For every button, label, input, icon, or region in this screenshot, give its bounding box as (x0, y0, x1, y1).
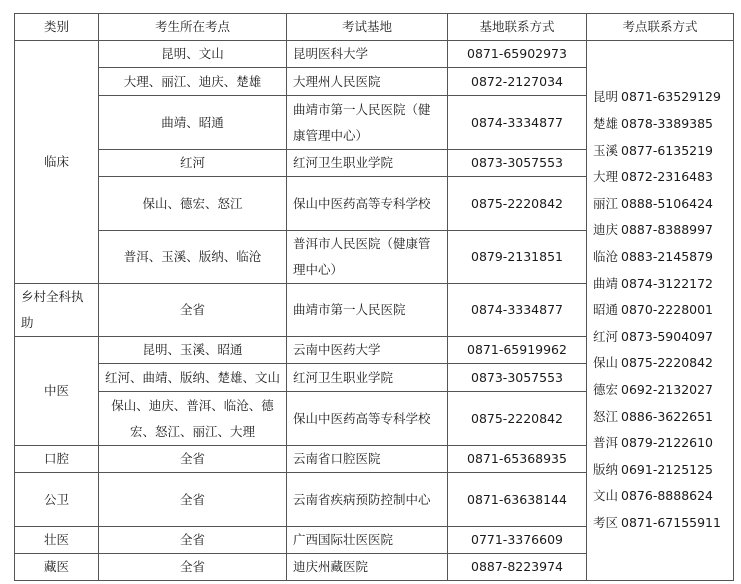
base-cell: 曲靖市第一人民医院（健康管理中心） (287, 96, 448, 150)
base-phone-cell: 0873-3057553 (448, 150, 587, 177)
exam-area-cell: 保山、迪庆、普洱、临沧、德宏、怒江、丽江、大理 (99, 392, 287, 446)
header-category: 类别 (15, 14, 99, 41)
base-cell: 云南省疾病预防控制中心 (287, 473, 448, 527)
site-contact-item (593, 84, 727, 111)
site-contact-item (593, 297, 727, 324)
base-phone-cell: 0871-65368935 (448, 446, 587, 473)
site-contact-phone: 0879-2122610 (621, 435, 714, 451)
site-contact-city: 昆明 (593, 89, 619, 105)
base-phone-cell: 0875-2220842 (448, 177, 587, 231)
site-contact-item (593, 271, 727, 298)
base-cell: 红河卫生职业学院 (287, 150, 448, 177)
site-contact-item (593, 404, 727, 431)
base-cell: 曲靖市第一人民医院 (287, 284, 448, 337)
exam-area-cell: 大理、丽江、迪庆、楚雄 (99, 68, 287, 96)
base-cell: 广西国际壮医医院 (287, 527, 448, 554)
site-contact-cell (587, 41, 734, 581)
site-contact-phone: 0878-3389385 (621, 116, 714, 132)
exam-area-cell: 红河 (99, 150, 287, 177)
category-cell: 藏医 (15, 554, 99, 581)
category-cell: 口腔 (15, 446, 99, 473)
site-contact-city: 楚雄 (593, 116, 619, 132)
exam-base-table (14, 13, 734, 581)
site-contact-phone: 0870-2228001 (621, 302, 714, 318)
site-contact-city: 保山 (593, 355, 619, 371)
table-row (15, 41, 734, 68)
site-contact-item (593, 164, 727, 191)
base-phone-cell: 0871-65919962 (448, 337, 587, 364)
exam-area-cell: 全省 (99, 554, 287, 581)
base-phone-cell: 0873-3057553 (448, 364, 587, 392)
base-phone-cell: 0875-2220842 (448, 392, 587, 446)
site-contact-city: 文山 (593, 488, 619, 504)
header-exam-area: 考生所在考点 (99, 14, 287, 41)
header-base-contact: 基地联系方式 (448, 14, 587, 41)
site-contact-phone: 0691-2125125 (621, 461, 714, 477)
site-contact-item (593, 111, 727, 138)
site-contact-item (593, 483, 727, 510)
site-contact-city: 玉溪 (593, 142, 619, 158)
base-cell: 保山中医药高等专科学校 (287, 177, 448, 231)
site-contact-item (593, 350, 727, 377)
base-phone-cell: 0871-63638144 (448, 473, 587, 527)
site-contact-city: 曲靖 (593, 275, 619, 291)
base-phone-cell: 0874-3334877 (448, 96, 587, 150)
site-contact-phone: 0875-2220842 (621, 355, 714, 371)
site-contact-city: 迪庆 (593, 222, 619, 238)
site-contact-item (593, 510, 727, 537)
header-site-contact: 考点联系方式 (587, 14, 734, 41)
site-contact-city: 德宏 (593, 381, 619, 397)
site-contact-item (593, 430, 727, 457)
site-contact-phone: 0872-2316483 (621, 169, 714, 185)
header-row (15, 14, 734, 41)
category-cell: 乡村全科执助 (15, 284, 99, 337)
exam-area-cell: 昆明、玉溪、昭通 (99, 337, 287, 364)
category-cell: 中医 (15, 337, 99, 446)
exam-area-cell: 全省 (99, 446, 287, 473)
base-cell: 云南中医药大学 (287, 337, 448, 364)
site-contact-phone: 0871-63529129 (621, 89, 721, 105)
site-contact-phone: 0692-2132027 (621, 381, 714, 397)
header-base: 考试基地 (287, 14, 448, 41)
site-contact-item (593, 324, 727, 351)
exam-area-cell: 全省 (99, 284, 287, 337)
exam-area-cell: 曲靖、昭通 (99, 96, 287, 150)
site-contact-item (593, 138, 727, 165)
site-contact-phone: 0883-2145879 (621, 249, 714, 265)
site-contact-city: 临沧 (593, 249, 619, 265)
base-cell: 迪庆州藏医院 (287, 554, 448, 581)
site-contact-phone: 0871-67155911 (621, 514, 721, 530)
category-cell: 公卫 (15, 473, 99, 527)
base-phone-cell: 0887-8223974 (448, 554, 587, 581)
base-cell: 云南省口腔医院 (287, 446, 448, 473)
base-cell: 大理州人民医院 (287, 68, 448, 96)
exam-area-cell: 保山、德宏、怒江 (99, 177, 287, 231)
category-cell: 壮医 (15, 527, 99, 554)
site-contact-item (593, 457, 727, 484)
site-contact-item (593, 377, 727, 404)
exam-area-cell: 昆明、文山 (99, 41, 287, 68)
exam-area-cell: 全省 (99, 527, 287, 554)
site-contact-city: 考区 (593, 514, 619, 530)
base-phone-cell: 0871-65902973 (448, 41, 587, 68)
site-contact-list (593, 84, 727, 536)
site-contact-city: 怒江 (593, 408, 619, 424)
base-phone-cell: 0872-2127034 (448, 68, 587, 96)
site-contact-city: 丽江 (593, 195, 619, 211)
site-contact-phone: 0887-8388997 (621, 222, 714, 238)
base-phone-cell: 0771-3376609 (448, 527, 587, 554)
site-contact-city: 版纳 (593, 461, 619, 477)
site-contact-phone: 0873-5904097 (621, 328, 714, 344)
base-phone-cell: 0874-3334877 (448, 284, 587, 337)
exam-area-cell: 普洱、玉溪、版纳、临沧 (99, 231, 287, 284)
exam-area-cell: 红河、曲靖、版纳、楚雄、文山 (99, 364, 287, 392)
site-contact-item (593, 217, 727, 244)
category-cell: 临床 (15, 41, 99, 284)
exam-area-cell: 全省 (99, 473, 287, 527)
base-phone-cell: 0879-2131851 (448, 231, 587, 284)
base-cell: 昆明医科大学 (287, 41, 448, 68)
site-contact-phone: 0888-5106424 (621, 195, 714, 211)
base-cell: 红河卫生职业学院 (287, 364, 448, 392)
site-contact-city: 红河 (593, 328, 619, 344)
base-cell: 普洱市人民医院（健康管理中心） (287, 231, 448, 284)
site-contact-city: 大理 (593, 169, 619, 185)
site-contact-phone: 0886-3622651 (621, 408, 714, 424)
site-contact-item (593, 191, 727, 218)
site-contact-phone: 0877-6135219 (621, 142, 714, 158)
site-contact-city: 普洱 (593, 435, 619, 451)
base-cell: 保山中医药高等专科学校 (287, 392, 448, 446)
site-contact-city: 昭通 (593, 302, 619, 318)
site-contact-item (593, 244, 727, 271)
site-contact-phone: 0874-3122172 (621, 275, 714, 291)
site-contact-phone: 0876-8888624 (621, 488, 714, 504)
